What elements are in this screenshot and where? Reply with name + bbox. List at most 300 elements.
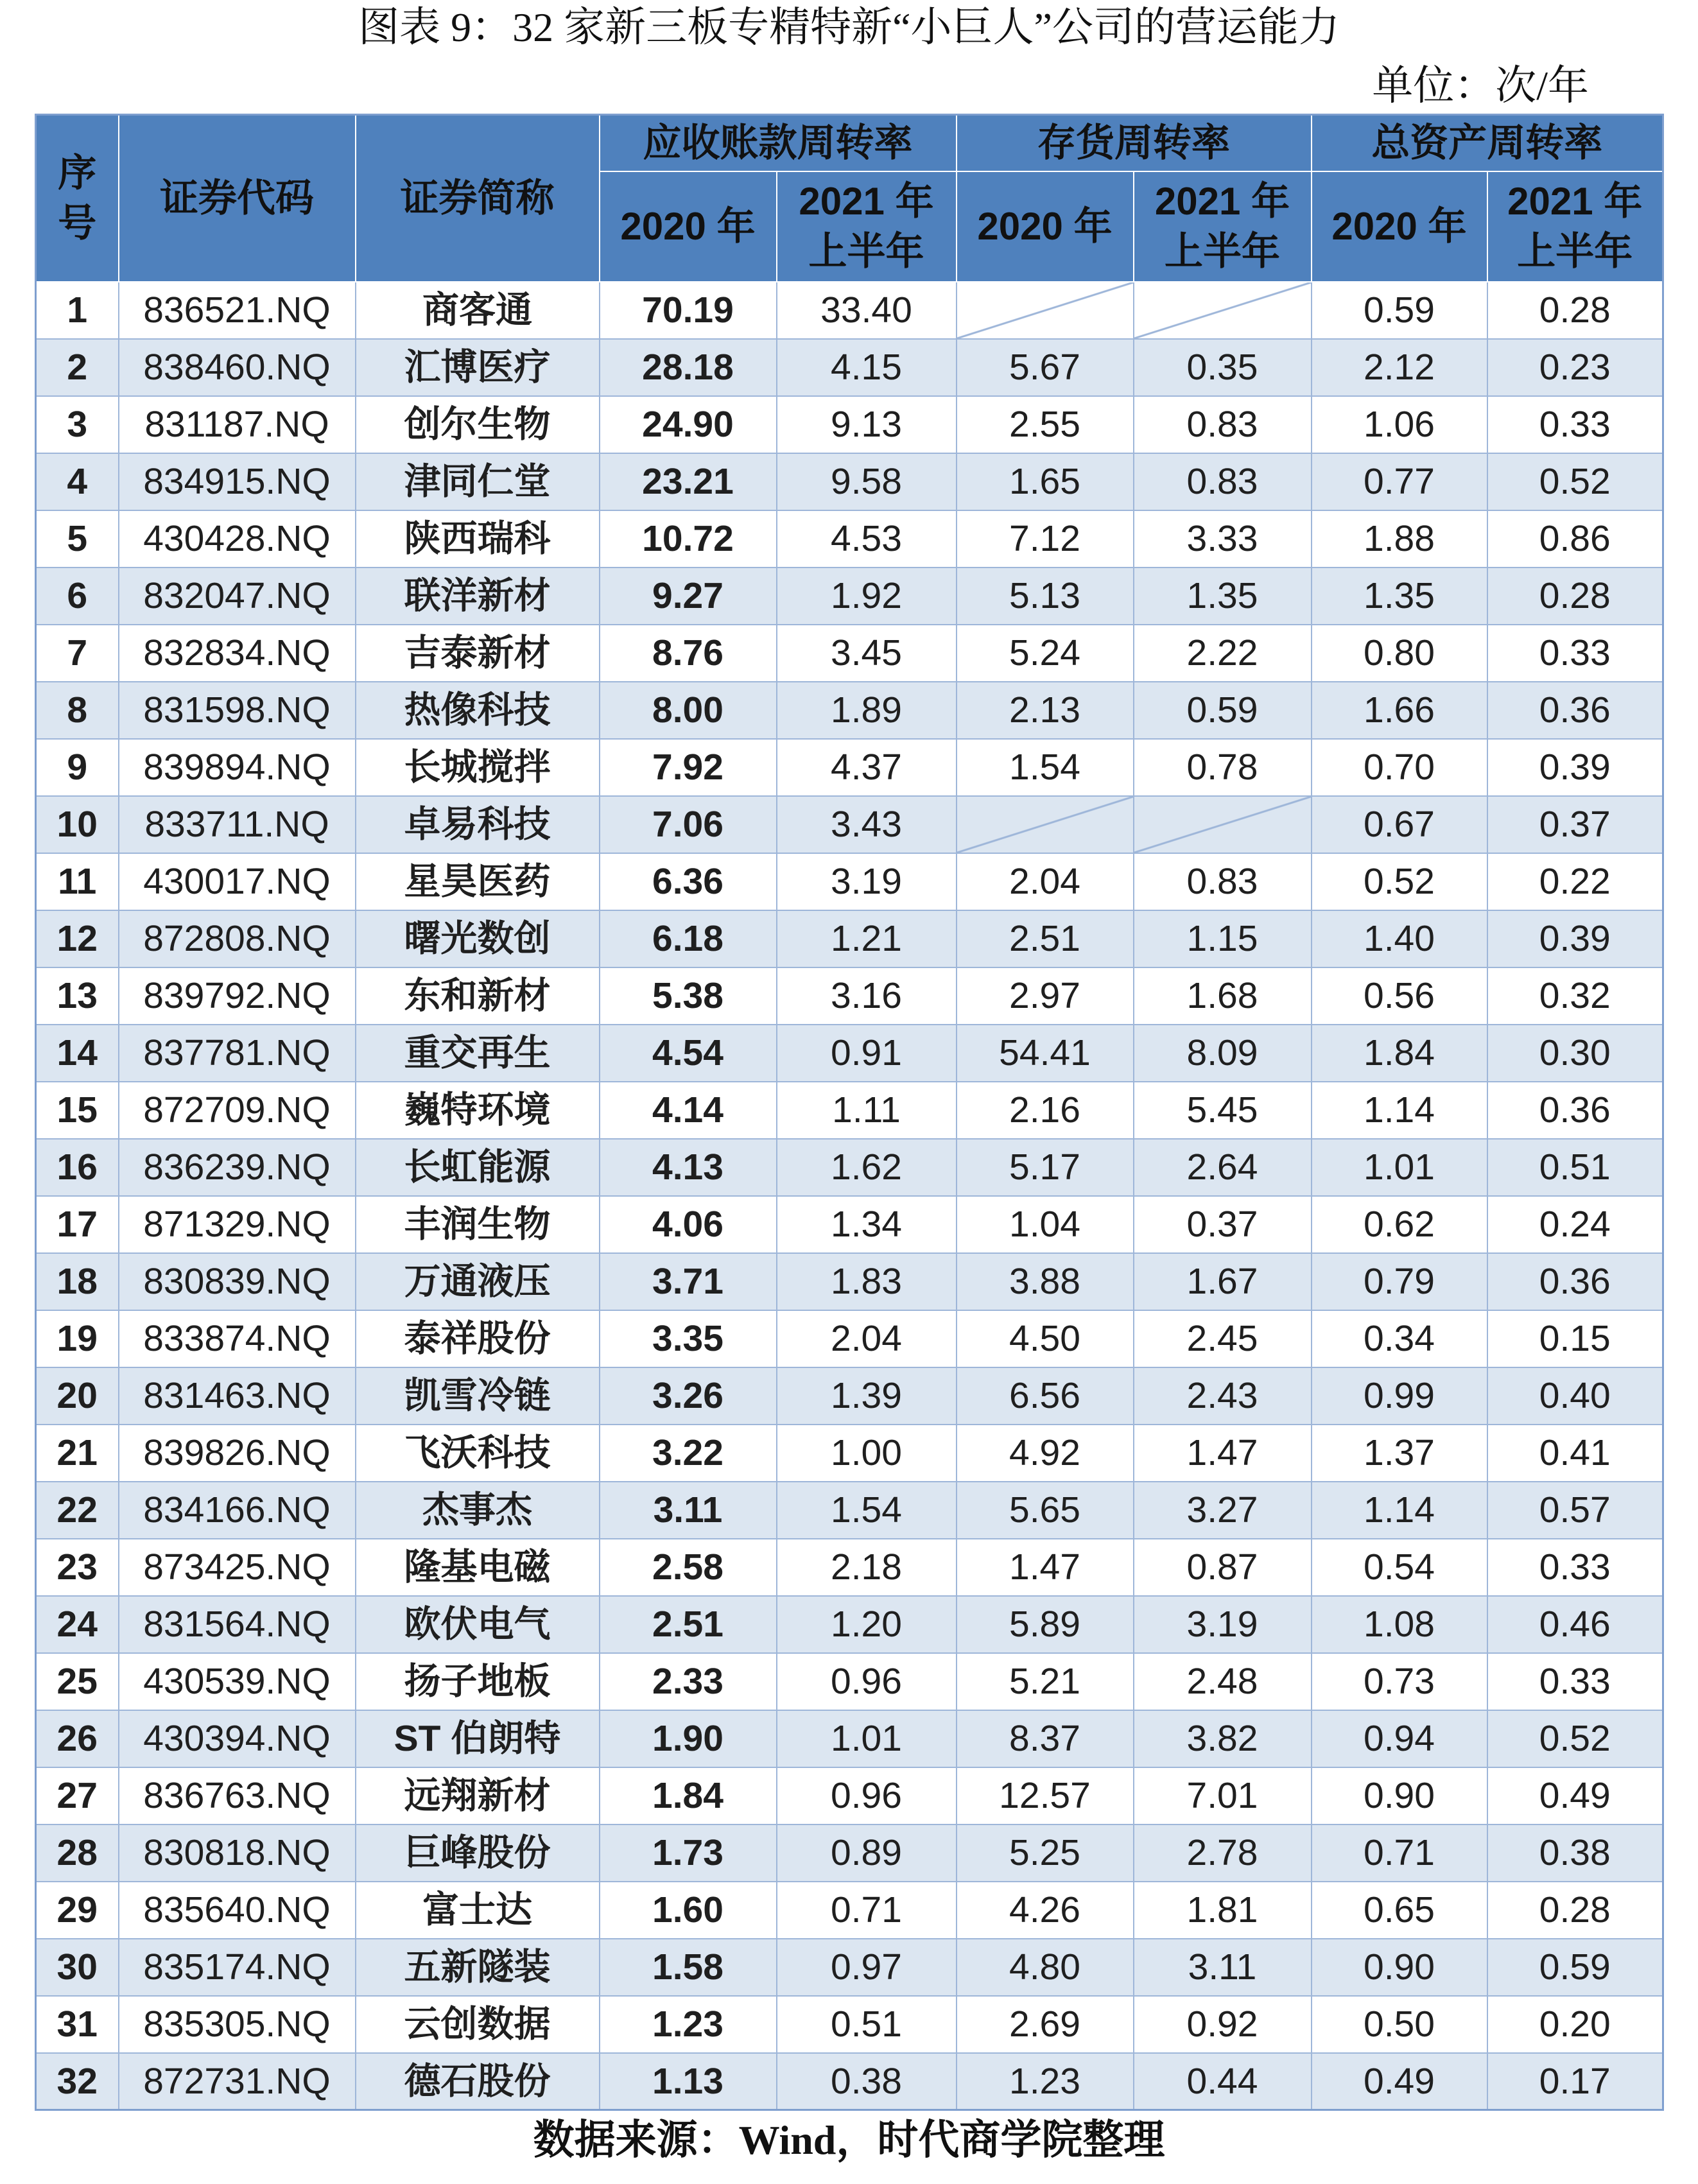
receivables-turnover-2021h1-cell: 2.04 bbox=[777, 1310, 957, 1367]
header-security-code: 证券代码 bbox=[119, 115, 356, 282]
table-row bbox=[36, 1482, 1663, 1539]
inventory-turnover-2021h1-cell: 7.01 bbox=[1134, 1767, 1312, 1824]
security-code-cell: 838460.NQ bbox=[119, 339, 356, 396]
inventory-turnover-2020-cell: 4.26 bbox=[957, 1882, 1134, 1939]
inventory-turnover-2021h1-cell: 1.15 bbox=[1134, 910, 1312, 967]
security-name-cell: 星昊医药 bbox=[356, 853, 600, 910]
receivables-turnover-2021h1-cell: 1.01 bbox=[777, 1710, 957, 1767]
receivables-turnover-2021h1-cell: 1.34 bbox=[777, 1196, 957, 1253]
receivables-turnover-2020-cell: 70.19 bbox=[600, 282, 777, 339]
inventory-turnover-2020-blank-cell bbox=[957, 796, 1134, 853]
total-asset-turnover-2021h1-cell: 0.39 bbox=[1487, 739, 1663, 796]
receivables-turnover-2020-cell: 8.00 bbox=[600, 682, 777, 739]
security-code-cell: 830839.NQ bbox=[119, 1253, 356, 1310]
inventory-turnover-2021h1-cell: 0.83 bbox=[1134, 453, 1312, 510]
inventory-turnover-2020-cell: 5.67 bbox=[957, 339, 1134, 396]
total-asset-turnover-2021h1-cell: 0.39 bbox=[1487, 910, 1663, 967]
security-name-cell: 卓易科技 bbox=[356, 796, 600, 853]
receivables-turnover-2021h1-cell: 0.89 bbox=[777, 1824, 957, 1882]
security-name-cell: 巨峰股份 bbox=[356, 1824, 600, 1882]
total-asset-turnover-2021h1-cell: 0.28 bbox=[1487, 568, 1663, 625]
receivables-turnover-2020-cell: 23.21 bbox=[600, 453, 777, 510]
total-asset-turnover-2021h1-cell: 0.32 bbox=[1487, 967, 1663, 1025]
security-code-cell: 832047.NQ bbox=[119, 568, 356, 625]
inventory-turnover-2020-cell: 2.51 bbox=[957, 910, 1134, 967]
security-code-cell: 430428.NQ bbox=[119, 510, 356, 568]
security-name-cell: 隆基电磁 bbox=[356, 1539, 600, 1596]
inventory-turnover-2020-blank-cell bbox=[957, 282, 1134, 339]
security-name-cell: 飞沃科技 bbox=[356, 1425, 600, 1482]
receivables-turnover-2021h1-cell: 0.97 bbox=[777, 1939, 957, 1996]
receivables-turnover-2021h1-cell: 9.58 bbox=[777, 453, 957, 510]
table-row bbox=[36, 510, 1663, 568]
inventory-turnover-2021h1-cell: 1.68 bbox=[1134, 967, 1312, 1025]
inventory-turnover-2020-cell: 8.37 bbox=[957, 1710, 1134, 1767]
row-number-cell: 11 bbox=[36, 853, 119, 910]
header-total-assets-2021h1 bbox=[1487, 171, 1663, 282]
security-code-cell: 873425.NQ bbox=[119, 1539, 356, 1596]
table-row bbox=[36, 1139, 1663, 1196]
inventory-turnover-2020-cell: 1.23 bbox=[957, 2053, 1134, 2110]
inventory-turnover-2021h1-cell: 2.48 bbox=[1134, 1653, 1312, 1710]
inventory-turnover-2020-cell: 1.65 bbox=[957, 453, 1134, 510]
table-row bbox=[36, 1425, 1663, 1482]
row-number-cell: 21 bbox=[36, 1425, 119, 1482]
receivables-turnover-2020-cell: 7.92 bbox=[600, 739, 777, 796]
total-asset-turnover-2020-cell: 0.59 bbox=[1312, 282, 1487, 339]
receivables-turnover-2020-cell: 3.71 bbox=[600, 1253, 777, 1310]
table-row bbox=[36, 568, 1663, 625]
table-row bbox=[36, 1253, 1663, 1310]
inventory-turnover-2020-cell: 54.41 bbox=[957, 1025, 1134, 1082]
security-code-cell: 835640.NQ bbox=[119, 1882, 356, 1939]
table-row bbox=[36, 967, 1663, 1025]
row-number-cell: 16 bbox=[36, 1139, 119, 1196]
total-asset-turnover-2020-cell: 0.80 bbox=[1312, 625, 1487, 682]
row-number-cell: 24 bbox=[36, 1596, 119, 1653]
receivables-turnover-2021h1-cell: 3.19 bbox=[777, 853, 957, 910]
receivables-turnover-2021h1-cell: 0.71 bbox=[777, 1882, 957, 1939]
total-asset-turnover-2020-cell: 0.79 bbox=[1312, 1253, 1487, 1310]
inventory-turnover-2021h1-cell: 0.35 bbox=[1134, 339, 1312, 396]
inventory-turnover-2021h1-blank-cell bbox=[1134, 282, 1312, 339]
header-group-inventory-turnover: 存货周转率 bbox=[957, 115, 1312, 171]
security-code-cell: 833874.NQ bbox=[119, 1310, 356, 1367]
inventory-turnover-2020-cell: 5.25 bbox=[957, 1824, 1134, 1882]
total-asset-turnover-2021h1-cell: 0.33 bbox=[1487, 396, 1663, 453]
table-row bbox=[36, 1025, 1663, 1082]
security-code-cell: 430539.NQ bbox=[119, 1653, 356, 1710]
receivables-turnover-2020-cell: 3.22 bbox=[600, 1425, 777, 1482]
inventory-turnover-2021h1-cell: 3.11 bbox=[1134, 1939, 1312, 1996]
security-name-cell: 云创数据 bbox=[356, 1996, 600, 2053]
total-asset-turnover-2020-cell: 1.06 bbox=[1312, 396, 1487, 453]
table-row bbox=[36, 339, 1663, 396]
table-row bbox=[36, 1710, 1663, 1767]
inventory-turnover-2021h1-cell: 1.35 bbox=[1134, 568, 1312, 625]
inventory-turnover-2021h1-cell: 5.45 bbox=[1134, 1082, 1312, 1139]
receivables-turnover-2020-cell: 4.14 bbox=[600, 1082, 777, 1139]
inventory-turnover-2020-cell: 7.12 bbox=[957, 510, 1134, 568]
row-number-cell: 30 bbox=[36, 1939, 119, 1996]
security-name-cell: 泰祥股份 bbox=[356, 1310, 600, 1367]
unit-label: 单位：次/年 bbox=[1372, 63, 1589, 108]
header-year-line: 2021 年 bbox=[799, 179, 934, 223]
receivables-turnover-2021h1-cell: 3.16 bbox=[777, 967, 957, 1025]
receivables-turnover-2021h1-cell: 2.18 bbox=[777, 1539, 957, 1596]
header-period-line: 上半年 bbox=[1165, 229, 1280, 273]
receivables-turnover-2020-cell: 9.27 bbox=[600, 568, 777, 625]
total-asset-turnover-2020-cell: 1.35 bbox=[1312, 568, 1487, 625]
total-asset-turnover-2020-cell: 0.54 bbox=[1312, 1539, 1487, 1596]
security-name-cell: 凯雪冷链 bbox=[356, 1367, 600, 1425]
table-row bbox=[36, 1939, 1663, 1996]
total-asset-turnover-2020-cell: 0.62 bbox=[1312, 1196, 1487, 1253]
receivables-turnover-2021h1-cell: 1.21 bbox=[777, 910, 957, 967]
total-asset-turnover-2021h1-cell: 0.52 bbox=[1487, 1710, 1663, 1767]
receivables-turnover-2021h1-cell: 0.38 bbox=[777, 2053, 957, 2110]
table-row bbox=[36, 1596, 1663, 1653]
total-asset-turnover-2021h1-cell: 0.15 bbox=[1487, 1310, 1663, 1367]
row-number-cell: 7 bbox=[36, 625, 119, 682]
security-name-cell: 吉泰新材 bbox=[356, 625, 600, 682]
table-row bbox=[36, 739, 1663, 796]
security-code-cell: 872808.NQ bbox=[119, 910, 356, 967]
row-number-cell: 12 bbox=[36, 910, 119, 967]
receivables-turnover-2021h1-cell: 3.43 bbox=[777, 796, 957, 853]
row-number-cell: 23 bbox=[36, 1539, 119, 1596]
receivables-turnover-2021h1-cell: 4.15 bbox=[777, 339, 957, 396]
total-asset-turnover-2020-cell: 0.67 bbox=[1312, 796, 1487, 853]
inventory-turnover-2020-cell: 6.56 bbox=[957, 1367, 1134, 1425]
header-period-line: 上半年 bbox=[1517, 229, 1633, 273]
inventory-turnover-2021h1-cell: 2.43 bbox=[1134, 1367, 1312, 1425]
total-asset-turnover-2020-cell: 0.73 bbox=[1312, 1653, 1487, 1710]
header-receivables-2020: 2020 年 bbox=[600, 171, 777, 282]
receivables-turnover-2021h1-cell: 0.96 bbox=[777, 1653, 957, 1710]
total-asset-turnover-2020-cell: 0.94 bbox=[1312, 1710, 1487, 1767]
total-asset-turnover-2021h1-cell: 0.33 bbox=[1487, 625, 1663, 682]
receivables-turnover-2020-cell: 1.90 bbox=[600, 1710, 777, 1767]
header-index bbox=[36, 115, 119, 282]
security-name-cell: 巍特环境 bbox=[356, 1082, 600, 1139]
inventory-turnover-2020-cell: 4.92 bbox=[957, 1425, 1134, 1482]
inventory-turnover-2020-cell: 3.88 bbox=[957, 1253, 1134, 1310]
inventory-turnover-2021h1-cell: 3.33 bbox=[1134, 510, 1312, 568]
table-row bbox=[36, 625, 1663, 682]
total-asset-turnover-2020-cell: 1.84 bbox=[1312, 1025, 1487, 1082]
security-code-cell: 430394.NQ bbox=[119, 1710, 356, 1767]
total-asset-turnover-2020-cell: 0.99 bbox=[1312, 1367, 1487, 1425]
inventory-turnover-2021h1-cell: 0.44 bbox=[1134, 2053, 1312, 2110]
receivables-turnover-2021h1-cell: 1.83 bbox=[777, 1253, 957, 1310]
header-row-groups bbox=[36, 115, 1663, 171]
total-asset-turnover-2021h1-cell: 0.86 bbox=[1487, 510, 1663, 568]
row-number-cell: 10 bbox=[36, 796, 119, 853]
inventory-turnover-2020-cell: 5.17 bbox=[957, 1139, 1134, 1196]
row-number-cell: 18 bbox=[36, 1253, 119, 1310]
total-asset-turnover-2020-cell: 1.37 bbox=[1312, 1425, 1487, 1482]
security-name-cell: 德石股份 bbox=[356, 2053, 600, 2110]
receivables-turnover-2020-cell: 3.26 bbox=[600, 1367, 777, 1425]
inventory-turnover-2021h1-cell: 0.78 bbox=[1134, 739, 1312, 796]
inventory-turnover-2020-cell: 1.54 bbox=[957, 739, 1134, 796]
total-asset-turnover-2021h1-cell: 0.36 bbox=[1487, 1082, 1663, 1139]
table-row bbox=[36, 1310, 1663, 1367]
receivables-turnover-2020-cell: 1.60 bbox=[600, 1882, 777, 1939]
total-asset-turnover-2021h1-cell: 0.49 bbox=[1487, 1767, 1663, 1824]
inventory-turnover-2020-cell: 4.80 bbox=[957, 1939, 1134, 1996]
receivables-turnover-2020-cell: 28.18 bbox=[600, 339, 777, 396]
row-number-cell: 14 bbox=[36, 1025, 119, 1082]
inventory-turnover-2020-cell: 5.24 bbox=[957, 625, 1134, 682]
table-row bbox=[36, 853, 1663, 910]
receivables-turnover-2020-cell: 3.35 bbox=[600, 1310, 777, 1367]
total-asset-turnover-2021h1-cell: 0.33 bbox=[1487, 1539, 1663, 1596]
inventory-turnover-2020-cell: 2.16 bbox=[957, 1082, 1134, 1139]
inventory-turnover-2021h1-cell: 2.64 bbox=[1134, 1139, 1312, 1196]
receivables-turnover-2021h1-cell: 1.92 bbox=[777, 568, 957, 625]
row-number-cell: 28 bbox=[36, 1824, 119, 1882]
inventory-turnover-2021h1-blank-cell bbox=[1134, 796, 1312, 853]
security-name-cell: 扬子地板 bbox=[356, 1653, 600, 1710]
receivables-turnover-2020-cell: 6.18 bbox=[600, 910, 777, 967]
total-asset-turnover-2020-cell: 2.12 bbox=[1312, 339, 1487, 396]
security-name-cell: ST 伯朗特 bbox=[356, 1710, 600, 1767]
inventory-turnover-2020-cell: 2.69 bbox=[957, 1996, 1134, 2053]
receivables-turnover-2020-cell: 3.11 bbox=[600, 1482, 777, 1539]
receivables-turnover-2020-cell: 1.73 bbox=[600, 1824, 777, 1882]
total-asset-turnover-2020-cell: 1.14 bbox=[1312, 1482, 1487, 1539]
security-name-cell: 万通液压 bbox=[356, 1253, 600, 1310]
security-code-cell: 839792.NQ bbox=[119, 967, 356, 1025]
inventory-turnover-2021h1-cell: 3.19 bbox=[1134, 1596, 1312, 1653]
security-name-cell: 长城搅拌 bbox=[356, 739, 600, 796]
source-note: 数据来源：Wind，时代商学院整理 bbox=[533, 2117, 1165, 2163]
receivables-turnover-2021h1-cell: 33.40 bbox=[777, 282, 957, 339]
total-asset-turnover-2020-cell: 1.08 bbox=[1312, 1596, 1487, 1653]
row-number-cell: 3 bbox=[36, 396, 119, 453]
table-row bbox=[36, 282, 1663, 339]
row-number-cell: 6 bbox=[36, 568, 119, 625]
total-asset-turnover-2021h1-cell: 0.33 bbox=[1487, 1653, 1663, 1710]
receivables-turnover-2021h1-cell: 0.91 bbox=[777, 1025, 957, 1082]
header-year-line: 2021 年 bbox=[1154, 179, 1290, 223]
total-asset-turnover-2020-cell: 0.70 bbox=[1312, 739, 1487, 796]
row-number-cell: 32 bbox=[36, 2053, 119, 2110]
security-name-cell: 汇博医疗 bbox=[356, 339, 600, 396]
inventory-turnover-2021h1-cell: 0.37 bbox=[1134, 1196, 1312, 1253]
inventory-turnover-2020-cell: 2.55 bbox=[957, 396, 1134, 453]
receivables-turnover-2021h1-cell: 4.53 bbox=[777, 510, 957, 568]
total-asset-turnover-2021h1-cell: 0.20 bbox=[1487, 1996, 1663, 2053]
receivables-turnover-2020-cell: 2.51 bbox=[600, 1596, 777, 1653]
receivables-turnover-2020-cell: 1.58 bbox=[600, 1939, 777, 1996]
total-asset-turnover-2021h1-cell: 0.22 bbox=[1487, 853, 1663, 910]
total-asset-turnover-2021h1-cell: 0.51 bbox=[1487, 1139, 1663, 1196]
security-code-cell: 836239.NQ bbox=[119, 1139, 356, 1196]
total-asset-turnover-2021h1-cell: 0.28 bbox=[1487, 1882, 1663, 1939]
inventory-turnover-2021h1-cell: 2.22 bbox=[1134, 625, 1312, 682]
total-asset-turnover-2021h1-cell: 0.36 bbox=[1487, 682, 1663, 739]
inventory-turnover-2021h1-cell: 2.78 bbox=[1134, 1824, 1312, 1882]
receivables-turnover-2021h1-cell: 1.54 bbox=[777, 1482, 957, 1539]
table-row bbox=[36, 2053, 1663, 2110]
receivables-turnover-2021h1-cell: 3.45 bbox=[777, 625, 957, 682]
table-row bbox=[36, 1082, 1663, 1139]
security-code-cell: 836763.NQ bbox=[119, 1767, 356, 1824]
security-code-cell: 872709.NQ bbox=[119, 1082, 356, 1139]
total-asset-turnover-2020-cell: 0.52 bbox=[1312, 853, 1487, 910]
receivables-turnover-2020-cell: 4.06 bbox=[600, 1196, 777, 1253]
inventory-turnover-2020-cell: 5.65 bbox=[957, 1482, 1134, 1539]
total-asset-turnover-2020-cell: 0.71 bbox=[1312, 1824, 1487, 1882]
receivables-turnover-2021h1-cell: 1.62 bbox=[777, 1139, 957, 1196]
row-number-cell: 15 bbox=[36, 1082, 119, 1139]
inventory-turnover-2021h1-cell: 0.83 bbox=[1134, 853, 1312, 910]
header-group-total-asset-turnover: 总资产周转率 bbox=[1312, 115, 1663, 171]
total-asset-turnover-2020-cell: 0.77 bbox=[1312, 453, 1487, 510]
total-asset-turnover-2021h1-cell: 0.59 bbox=[1487, 1939, 1663, 1996]
inventory-turnover-2021h1-cell: 0.59 bbox=[1134, 682, 1312, 739]
receivables-turnover-2020-cell: 1.84 bbox=[600, 1767, 777, 1824]
table-row bbox=[36, 1196, 1663, 1253]
receivables-turnover-2020-cell: 7.06 bbox=[600, 796, 777, 853]
receivables-turnover-2021h1-cell: 1.00 bbox=[777, 1425, 957, 1482]
receivables-turnover-2020-cell: 24.90 bbox=[600, 396, 777, 453]
total-asset-turnover-2021h1-cell: 0.38 bbox=[1487, 1824, 1663, 1882]
security-name-cell: 富士达 bbox=[356, 1882, 600, 1939]
security-code-cell: 832834.NQ bbox=[119, 625, 356, 682]
total-asset-turnover-2020-cell: 0.56 bbox=[1312, 967, 1487, 1025]
inventory-turnover-2021h1-cell: 8.09 bbox=[1134, 1025, 1312, 1082]
inventory-turnover-2021h1-cell: 3.82 bbox=[1134, 1710, 1312, 1767]
row-number-cell: 25 bbox=[36, 1653, 119, 1710]
total-asset-turnover-2020-cell: 1.88 bbox=[1312, 510, 1487, 568]
security-code-cell: 831187.NQ bbox=[119, 396, 356, 453]
header-inventory-2021h1 bbox=[1134, 171, 1312, 282]
security-code-cell: 835305.NQ bbox=[119, 1996, 356, 2053]
table-row bbox=[36, 1653, 1663, 1710]
total-asset-turnover-2020-cell: 0.65 bbox=[1312, 1882, 1487, 1939]
receivables-turnover-2021h1-cell: 1.89 bbox=[777, 682, 957, 739]
total-asset-turnover-2020-cell: 0.90 bbox=[1312, 1939, 1487, 1996]
total-asset-turnover-2021h1-cell: 0.36 bbox=[1487, 1253, 1663, 1310]
receivables-turnover-2020-cell: 5.38 bbox=[600, 967, 777, 1025]
header-index-label: 序号 bbox=[58, 151, 97, 245]
turnover-table bbox=[35, 114, 1664, 2111]
receivables-turnover-2021h1-cell: 0.51 bbox=[777, 1996, 957, 2053]
receivables-turnover-2020-cell: 4.54 bbox=[600, 1025, 777, 1082]
inventory-turnover-2021h1-cell: 1.67 bbox=[1134, 1253, 1312, 1310]
table-row bbox=[36, 1367, 1663, 1425]
total-asset-turnover-2021h1-cell: 0.40 bbox=[1487, 1367, 1663, 1425]
inventory-turnover-2020-cell: 5.89 bbox=[957, 1596, 1134, 1653]
header-year-line: 2021 年 bbox=[1507, 179, 1643, 223]
header-group-receivables-turnover: 应收账款周转率 bbox=[600, 115, 957, 171]
security-name-cell: 五新隧装 bbox=[356, 1939, 600, 1996]
total-asset-turnover-2020-cell: 0.90 bbox=[1312, 1767, 1487, 1824]
security-name-cell: 商客通 bbox=[356, 282, 600, 339]
total-asset-turnover-2021h1-cell: 0.37 bbox=[1487, 796, 1663, 853]
receivables-turnover-2020-cell: 6.36 bbox=[600, 853, 777, 910]
row-number-cell: 1 bbox=[36, 282, 119, 339]
total-asset-turnover-2021h1-cell: 0.57 bbox=[1487, 1482, 1663, 1539]
security-code-cell: 839894.NQ bbox=[119, 739, 356, 796]
table-row bbox=[36, 1882, 1663, 1939]
inventory-turnover-2020-cell: 5.21 bbox=[957, 1653, 1134, 1710]
row-number-cell: 13 bbox=[36, 967, 119, 1025]
row-number-cell: 26 bbox=[36, 1710, 119, 1767]
security-code-cell: 834915.NQ bbox=[119, 453, 356, 510]
security-code-cell: 833711.NQ bbox=[119, 796, 356, 853]
row-number-cell: 8 bbox=[36, 682, 119, 739]
security-name-cell: 杰事杰 bbox=[356, 1482, 600, 1539]
row-number-cell: 19 bbox=[36, 1310, 119, 1367]
table-row bbox=[36, 796, 1663, 853]
total-asset-turnover-2021h1-cell: 0.52 bbox=[1487, 453, 1663, 510]
receivables-turnover-2020-cell: 1.23 bbox=[600, 1996, 777, 2053]
row-number-cell: 5 bbox=[36, 510, 119, 568]
security-name-cell: 曙光数创 bbox=[356, 910, 600, 967]
security-name-cell: 热像科技 bbox=[356, 682, 600, 739]
receivables-turnover-2021h1-cell: 4.37 bbox=[777, 739, 957, 796]
inventory-turnover-2020-cell: 2.04 bbox=[957, 853, 1134, 910]
security-name-cell: 津同仁堂 bbox=[356, 453, 600, 510]
inventory-turnover-2020-cell: 1.04 bbox=[957, 1196, 1134, 1253]
table-header bbox=[36, 115, 1663, 282]
row-number-cell: 2 bbox=[36, 339, 119, 396]
security-name-cell: 欧伏电气 bbox=[356, 1596, 600, 1653]
security-name-cell: 丰润生物 bbox=[356, 1196, 600, 1253]
total-asset-turnover-2021h1-cell: 0.17 bbox=[1487, 2053, 1663, 2110]
security-code-cell: 839826.NQ bbox=[119, 1425, 356, 1482]
row-number-cell: 22 bbox=[36, 1482, 119, 1539]
header-total-assets-2020: 2020 年 bbox=[1312, 171, 1487, 282]
row-number-cell: 4 bbox=[36, 453, 119, 510]
inventory-turnover-2020-cell: 2.97 bbox=[957, 967, 1134, 1025]
inventory-turnover-2021h1-cell: 0.87 bbox=[1134, 1539, 1312, 1596]
header-receivables-2021h1 bbox=[777, 171, 957, 282]
receivables-turnover-2020-cell: 2.58 bbox=[600, 1539, 777, 1596]
security-code-cell: 835174.NQ bbox=[119, 1939, 356, 1996]
table-row bbox=[36, 1767, 1663, 1824]
receivables-turnover-2021h1-cell: 9.13 bbox=[777, 396, 957, 453]
receivables-turnover-2021h1-cell: 0.96 bbox=[777, 1767, 957, 1824]
total-asset-turnover-2020-cell: 0.34 bbox=[1312, 1310, 1487, 1367]
inventory-turnover-2021h1-cell: 1.81 bbox=[1134, 1882, 1312, 1939]
receivables-turnover-2020-cell: 8.76 bbox=[600, 625, 777, 682]
inventory-turnover-2020-cell: 4.50 bbox=[957, 1310, 1134, 1367]
security-name-cell: 创尔生物 bbox=[356, 396, 600, 453]
table-row bbox=[36, 910, 1663, 967]
security-name-cell: 联洋新材 bbox=[356, 568, 600, 625]
total-asset-turnover-2020-cell: 1.40 bbox=[1312, 910, 1487, 967]
inventory-turnover-2021h1-cell: 0.92 bbox=[1134, 1996, 1312, 2053]
inventory-turnover-2021h1-cell: 3.27 bbox=[1134, 1482, 1312, 1539]
table-body bbox=[36, 282, 1663, 2110]
security-code-cell: 872731.NQ bbox=[119, 2053, 356, 2110]
header-period-line: 上半年 bbox=[808, 229, 924, 273]
row-number-cell: 20 bbox=[36, 1367, 119, 1425]
total-asset-turnover-2020-cell: 1.14 bbox=[1312, 1082, 1487, 1139]
security-code-cell: 837781.NQ bbox=[119, 1025, 356, 1082]
security-name-cell: 陕西瑞科 bbox=[356, 510, 600, 568]
table-row bbox=[36, 453, 1663, 510]
inventory-turnover-2021h1-cell: 2.45 bbox=[1134, 1310, 1312, 1367]
total-asset-turnover-2020-cell: 0.49 bbox=[1312, 2053, 1487, 2110]
inventory-turnover-2020-cell: 12.57 bbox=[957, 1767, 1134, 1824]
